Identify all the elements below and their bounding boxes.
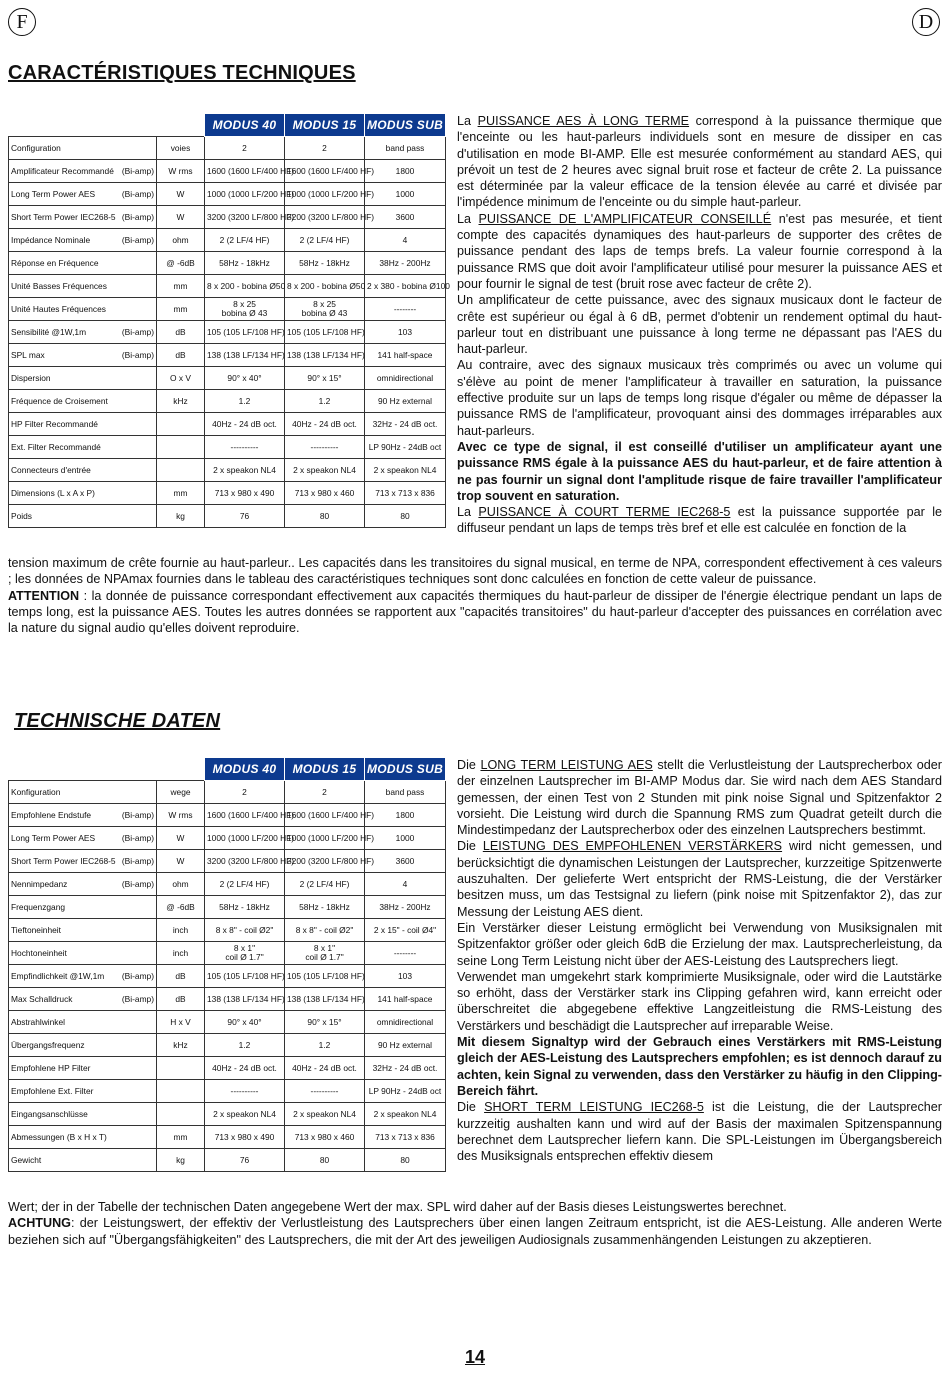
value-cell: -------- xyxy=(365,942,446,965)
param-label: Connecteurs d'entrée xyxy=(11,465,91,475)
paragraph-amp-usage: Un amplificateur de cette puissance, avec des signaux musicaux dont le facteur de crête est supérieur ou égal à 6 dB, permet d'obtenir un rendement optimal du haut-parleur tout en distribuant une puissance à long terme ne dépassant pas l'AES du haut-parleur. xyxy=(457,293,942,357)
table-row xyxy=(9,206,446,229)
param-label: Unité Hautes Fréquences xyxy=(11,304,106,314)
value-line: 8 x 25 xyxy=(313,299,336,309)
value-cell: omnidirectional xyxy=(365,367,446,390)
param-tag: (Bi-amp) xyxy=(121,810,154,820)
param-cell xyxy=(9,321,157,344)
param-label: Empfindlichkeit @1W,1m xyxy=(11,971,105,981)
param-cell xyxy=(9,344,157,367)
paragraph-short-term-power: Die SHORT TERM LEISTUNG IEC268-5 ist die Leistung, die der Lautsprecher kurzzeitig aushalten kann und wird auf der Basis der maximalen Spitzenspannung berechnet dem Lautsprecher liefern kann. Die SPL-Leistungen im Übergangsbereich des Musiksignals entsprechen effektiv diesem xyxy=(457,1100,942,1164)
unit-cell: kHz xyxy=(157,1034,205,1057)
unit-cell: mm xyxy=(157,298,205,321)
value-cell: 2 x speakon NL4 xyxy=(205,459,285,482)
unit-cell: mm xyxy=(157,275,205,298)
table-row xyxy=(9,1103,446,1126)
param-label: Fréquence de Croisement xyxy=(11,396,108,406)
param-cell xyxy=(9,505,157,528)
value-cell: 80 xyxy=(285,505,365,528)
value-cell: 105 (105 LF/108 HF) xyxy=(285,965,365,988)
table-row xyxy=(9,1126,446,1149)
model-header: MODUS 15 xyxy=(285,114,365,137)
value-cell: 90 Hz external xyxy=(365,1034,446,1057)
unit-cell: inch xyxy=(157,942,205,965)
table-row xyxy=(9,942,446,965)
param-cell xyxy=(9,160,157,183)
unit-cell xyxy=(157,1057,205,1080)
unit-cell: dB xyxy=(157,988,205,1011)
model-header: MODUS SUB xyxy=(365,758,446,781)
paragraph-spl-values: Wert; der in der Tabelle der technischen Daten angegebene Wert der max. SPL wird daher auf der Basis dieses Leistungswertes berechnet. xyxy=(8,1200,787,1214)
param-cell xyxy=(9,275,157,298)
value-line: coil Ø 1.7" xyxy=(305,952,344,962)
table-row xyxy=(9,827,446,850)
param-tag: (Bi-amp) xyxy=(121,350,154,360)
value-cell: 1.2 xyxy=(205,390,285,413)
text-fullwidth-de xyxy=(8,1199,942,1248)
param-cell xyxy=(9,1080,157,1103)
param-tag: (Bi-amp) xyxy=(121,971,154,981)
spec-table-fr xyxy=(8,113,450,528)
value-cell: omnidirectional xyxy=(365,1011,446,1034)
value-cell: 138 (138 LF/134 HF) xyxy=(205,988,285,1011)
value-cell: 40Hz - 24 dB oct. xyxy=(205,1057,285,1080)
param-label: Short Term Power IEC268-5 xyxy=(11,856,116,866)
value-cell: 1000 xyxy=(365,827,446,850)
param-cell xyxy=(9,942,157,965)
language-badge-french: F xyxy=(8,8,36,36)
param-cell xyxy=(9,1057,157,1080)
unit-cell: W xyxy=(157,827,205,850)
unit-cell: mm xyxy=(157,482,205,505)
value-cell: 2 xyxy=(205,137,285,160)
value-cell: 2 x speakon NL4 xyxy=(285,1103,365,1126)
paragraph-compressed-signals: Verwendet man umgekehrt stark komprimierte Musiksignale, oder wird die Lautstärke so erhöht, dass der Verstärker stark ins Clipping gefahren wird, kann erreicht oder überschreitet die abgegebene effektive Langzeitleistung die RMS-Leistung des Verstärkers und beschädigt die Lautsprecher auf irreparable Weise. xyxy=(457,969,942,1033)
param-cell xyxy=(9,1011,157,1034)
value-cell: 90° x 40° xyxy=(205,1011,285,1034)
table-row xyxy=(9,367,446,390)
paragraph-warning-bold: Mit diesem Signaltyp wird der Gebrauch eines Verstärkers mit RMS-Leistung gleich der AES-Leistung des Lautsprechers empfohlen; es ist dennoch darauf zu achten, kein Signal zu verwenden, dass den Verstärker zu häufig in den Clipping-Bereich fährt. xyxy=(457,1035,942,1098)
value-cell: 32Hz - 24 dB oct. xyxy=(365,413,446,436)
table-header-blank xyxy=(9,114,157,137)
value-cell: 3600 xyxy=(365,850,446,873)
param-label: Long Term Power AES xyxy=(11,833,96,843)
value-cell: 2 x 15" - coil Ø4" xyxy=(365,919,446,942)
param-cell xyxy=(9,850,157,873)
table-header-blank xyxy=(157,758,205,781)
param-tag: (Bi-amp) xyxy=(121,189,154,199)
param-cell xyxy=(9,137,157,160)
table-row xyxy=(9,436,446,459)
unit-cell: ohm xyxy=(157,229,205,252)
unit-cell xyxy=(157,413,205,436)
value-cell: 1000 xyxy=(365,183,446,206)
value-cell xyxy=(205,298,285,321)
param-tag: (Bi-amp) xyxy=(121,212,154,222)
param-cell xyxy=(9,413,157,436)
value-cell: 2 (2 LF/4 HF) xyxy=(205,873,285,896)
value-cell: 105 (105 LF/108 HF) xyxy=(205,321,285,344)
value-cell: 2 (2 LF/4 HF) xyxy=(205,229,285,252)
value-cell: 80 xyxy=(365,1149,446,1172)
value-cell: 80 xyxy=(285,1149,365,1172)
unit-cell: W rms xyxy=(157,804,205,827)
value-cell: 90° x 40° xyxy=(205,367,285,390)
unit-cell: mm xyxy=(157,1126,205,1149)
value-cell: 2 xyxy=(285,781,365,804)
unit-cell: W xyxy=(157,183,205,206)
value-cell: 90 Hz external xyxy=(365,390,446,413)
value-cell: 8 x 200 - bobina Ø50 xyxy=(205,275,285,298)
param-label: Sensibilité @1W,1m xyxy=(11,327,87,337)
table-row xyxy=(9,1057,446,1080)
param-label: Eingangsanschlüsse xyxy=(11,1109,88,1119)
param-cell xyxy=(9,896,157,919)
value-cell: 4 xyxy=(365,229,446,252)
unit-cell: kg xyxy=(157,505,205,528)
param-label: SPL max xyxy=(11,350,45,360)
table-row xyxy=(9,390,446,413)
text-column-de xyxy=(457,757,942,1164)
value-cell: 58Hz - 18kHz xyxy=(205,252,285,275)
param-tag: (Bi-amp) xyxy=(121,166,154,176)
unit-cell xyxy=(157,436,205,459)
value-cell: band pass xyxy=(365,781,446,804)
value-cell: 2 (2 LF/4 HF) xyxy=(285,873,365,896)
table-row xyxy=(9,1149,446,1172)
table-row xyxy=(9,965,446,988)
param-cell xyxy=(9,965,157,988)
table-row xyxy=(9,229,446,252)
param-label: Max Schalldruck xyxy=(11,994,73,1004)
value-cell: 713 x 980 x 490 xyxy=(205,482,285,505)
unit-cell: wege xyxy=(157,781,205,804)
param-label: Impédance Nominale xyxy=(11,235,91,245)
table-row xyxy=(9,137,446,160)
paragraph-attention: ACHTUNG: der Leistungswert, der effektiv der Verlustleistung des Lautsprechers über einen langen Zeitraum entspricht, ist die AES-Leistung. Alle anderen Werte beziehen sich auf "Übergangsfähigkeiten" des Lautsprechers, die mit der Art des jeweiligen Audiosignals zusammenhängenden Leistungen zu akzeptieren. xyxy=(8,1216,942,1247)
param-label: Gewicht xyxy=(11,1155,42,1165)
unit-cell: W rms xyxy=(157,160,205,183)
value-cell: 58Hz - 18kHz xyxy=(285,896,365,919)
paragraph-attention: ATTENTION : la donnée de puissance correspondant effectivement aux capacités thermiques du haut-parleur de dissiper de l'énergie électrique pendant un laps de temps long, est la puissance AES. Toutes les autres données se rapportent aux "capacités transitoires" du haut-parleur d'accepter des puissances en corrélation avec la nature du signal audio qu'elles doivent reproduire. xyxy=(8,588,942,636)
param-cell xyxy=(9,827,157,850)
param-label: Frequenzgang xyxy=(11,902,66,912)
value-cell: ---------- xyxy=(205,436,285,459)
value-cell: 1800 xyxy=(365,160,446,183)
unit-cell: O x V xyxy=(157,367,205,390)
value-cell: 4 xyxy=(365,873,446,896)
param-label: Konfiguration xyxy=(11,787,61,797)
param-cell xyxy=(9,1126,157,1149)
table-row xyxy=(9,873,446,896)
paragraph-warning-bold: Avec ce type de signal, il est conseillé d'utiliser un amplificateur ayant une puissance RMS égale à la puissance AES du haut-parleur, et de faire attention à ne pas fournir un signal dont l'amplitude risque de faire travailler l'amplificateur trop souvent en saturation. xyxy=(457,439,942,503)
language-badge-german: D xyxy=(912,8,940,36)
value-cell: 1000 (1000 LF/200 HF) xyxy=(205,183,285,206)
value-cell: 1600 (1600 LF/400 HF) xyxy=(285,160,365,183)
table-row xyxy=(9,804,446,827)
value-line: 8 x 1" xyxy=(233,943,256,953)
value-cell: 138 (138 LF/134 HF) xyxy=(285,344,365,367)
param-label: Abstrahlwinkel xyxy=(11,1017,65,1027)
param-tag: (Bi-amp) xyxy=(121,327,154,337)
value-cell: 2 x 380 - bobina Ø100 xyxy=(365,275,446,298)
text-column-fr xyxy=(457,113,942,537)
param-label: Empfohlene Endstufe xyxy=(11,810,92,820)
param-label: Abmessungen (B x H x T) xyxy=(11,1132,107,1142)
value-cell: 80 xyxy=(365,505,446,528)
param-label: Tieftoneinheit xyxy=(11,925,61,935)
value-line: bobina Ø 43 xyxy=(221,308,268,318)
value-cell: 3200 (3200 LF/800 HF) xyxy=(285,850,365,873)
param-label: Übergangsfrequenz xyxy=(11,1040,85,1050)
param-cell xyxy=(9,1103,157,1126)
value-cell: 3200 (3200 LF/800 HF) xyxy=(205,850,285,873)
paragraph-recommended-amp: La PUISSANCE DE L'AMPLIFICATEUR CONSEILLÉ n'est pas mesurée, et tient compte des capacités dynamiques des haut-parleurs de supporter des crêtes de puissance pendant des laps de temps brefs. La valeur fournie correspond à la puissance RMS que doit avoir l'amplificateur utilisé pour mesurer la puissance AES et pour fournir le signal de test (bruit rose avec facteur de crête 2). xyxy=(457,211,943,291)
paragraph-short-term-power: La PUISSANCE À COURT TERME IEC268-5 est la puissance supportée par le diffuseur pendant un laps de temps très bref et elle est calculée en fonction de la xyxy=(457,505,942,536)
param-cell xyxy=(9,390,157,413)
value-cell: band pass xyxy=(365,137,446,160)
unit-cell: H x V xyxy=(157,1011,205,1034)
param-label: Hochtoneinheit xyxy=(11,948,67,958)
param-tag: (Bi-amp) xyxy=(121,879,154,889)
value-cell: 1600 (1600 LF/400 HF) xyxy=(285,804,365,827)
value-cell: 76 xyxy=(205,1149,285,1172)
table-row xyxy=(9,275,446,298)
paragraph-aes-power: Die LONG TERM LEISTUNG AES stellt die Verlustleistung der Lautsprecherbox oder der einzelnen Lautsprecher im BI-AMP Modus dar. Sie wird nach dem AES Standard gemessen, der einen Test von 2 Stunden mit pink noise Signal und Spitzenfaktor 2 vorsieht. Die Leistung wird durch die Spannung RMS zum Quadrat geteilt durch die Mindestimpedanz der Lautsprecherbox oder des einzelnen Lautsprechers bestimmt. xyxy=(457,758,943,838)
param-label: Unité Basses Fréquences xyxy=(11,281,107,291)
value-cell: 713 x 980 x 490 xyxy=(205,1126,285,1149)
value-cell: 103 xyxy=(365,321,446,344)
param-label: Poids xyxy=(11,511,32,521)
value-cell xyxy=(285,298,365,321)
value-cell: 1.2 xyxy=(285,1034,365,1057)
value-cell: 138 (138 LF/134 HF) xyxy=(205,344,285,367)
table-row xyxy=(9,298,446,321)
value-cell: 1800 xyxy=(365,804,446,827)
param-cell xyxy=(9,459,157,482)
param-cell xyxy=(9,988,157,1011)
param-label: Ext. Filter Recommandé xyxy=(11,442,101,452)
value-cell: 90° x 15° xyxy=(285,367,365,390)
unit-cell: @ -6dB xyxy=(157,896,205,919)
value-cell: 8 x 8" - coil Ø2" xyxy=(285,919,365,942)
unit-cell xyxy=(157,459,205,482)
param-cell xyxy=(9,206,157,229)
table-row xyxy=(9,919,446,942)
table-row xyxy=(9,482,446,505)
value-cell: 1.2 xyxy=(285,390,365,413)
paragraph-recommended-amp: Die LEISTUNG DES EMPFOHLENEN VERSTÄRKERS wird nicht gemessen, und berücksichtigt die dynamischen Leistungen der Lautsprecher, kurzzeitige Spitzenwerte auszuhalten. Der gelieferte Wert entspricht der RMS-Leistung, die der Verstärker besitzen muss, um das Testsignal zu liefern (pink noise mit Spitzenfaktor 2), das zur Messung der Leistung AES dient. xyxy=(457,839,942,919)
text-fullwidth-fr xyxy=(8,555,942,636)
value-cell: 2 xyxy=(285,137,365,160)
value-cell: 38Hz - 200Hz xyxy=(365,252,446,275)
value-cell: 713 x 713 x 836 xyxy=(365,482,446,505)
param-cell xyxy=(9,1149,157,1172)
value-cell: 90° x 15° xyxy=(285,1011,365,1034)
value-cell: 2 x speakon NL4 xyxy=(285,459,365,482)
param-cell xyxy=(9,252,157,275)
param-label: Long Term Power AES xyxy=(11,189,96,199)
model-header: MODUS SUB xyxy=(365,114,446,137)
value-cell: 3200 (3200 LF/800 HF) xyxy=(285,206,365,229)
value-cell: 105 (105 LF/108 HF) xyxy=(285,321,365,344)
table-header-blank xyxy=(9,758,157,781)
value-cell: 713 x 713 x 836 xyxy=(365,1126,446,1149)
unit-cell: kHz xyxy=(157,390,205,413)
table-row xyxy=(9,781,446,804)
param-label: Nennimpedanz xyxy=(11,879,68,889)
param-tag: (Bi-amp) xyxy=(121,856,154,866)
param-tag: (Bi-amp) xyxy=(121,235,154,245)
param-label: Amplificateur Recommandé xyxy=(11,166,114,176)
table-row xyxy=(9,1080,446,1103)
table-row xyxy=(9,459,446,482)
unit-cell xyxy=(157,1103,205,1126)
value-cell xyxy=(285,942,365,965)
unit-cell: dB xyxy=(157,344,205,367)
param-label: Configuration xyxy=(11,143,61,153)
param-label: Dimensions (L x A x P) xyxy=(11,488,95,498)
value-cell: 713 x 980 x 460 xyxy=(285,1126,365,1149)
value-cell: 32Hz - 24 dB oct. xyxy=(365,1057,446,1080)
unit-cell: inch xyxy=(157,919,205,942)
param-label: Short Term Power IEC268-5 xyxy=(11,212,116,222)
value-cell: -------- xyxy=(365,298,446,321)
param-cell xyxy=(9,183,157,206)
value-cell: 105 (105 LF/108 HF) xyxy=(205,965,285,988)
value-cell: 40Hz - 24 dB oct. xyxy=(285,1057,365,1080)
value-cell: 141 half-space xyxy=(365,988,446,1011)
paragraph-aes-power: La PUISSANCE AES À LONG TERME correspond à la puissance thermique que l'enceinte ou les haut-parleurs individuels sont en mesure de dissiper en cas d'utilisation en mode BI-AMP. Elle est mesurée conformément au standard AES, qui prévoit un test de 2 heures avec signal bruit rose et facteur de crête 2. La puissance est déterminée par la valeur efficace de la tension élevée au carré et divisée par l'impédence minimum de l'enceinte ou du simple haut-parleur. xyxy=(457,114,942,210)
param-label: Réponse en Fréquence xyxy=(11,258,99,268)
model-header: MODUS 15 xyxy=(285,758,365,781)
value-line: coil Ø 1.7" xyxy=(225,952,264,962)
value-cell: 1600 (1600 LF/400 HF) xyxy=(205,160,285,183)
value-cell: ---------- xyxy=(285,1080,365,1103)
table-row xyxy=(9,344,446,367)
value-cell: 58Hz - 18kHz xyxy=(205,896,285,919)
value-cell: 2 (2 LF/4 HF) xyxy=(285,229,365,252)
page-number: 14 xyxy=(464,1347,486,1367)
value-cell xyxy=(205,942,285,965)
table-row xyxy=(9,1011,446,1034)
value-cell: 8 x 200 - bobina Ø50 xyxy=(285,275,365,298)
value-cell: LP 90Hz - 24dB oct xyxy=(365,436,446,459)
value-cell: 40Hz - 24 dB oct. xyxy=(205,413,285,436)
table-row xyxy=(9,413,446,436)
value-cell: 76 xyxy=(205,505,285,528)
table-row xyxy=(9,183,446,206)
param-cell xyxy=(9,298,157,321)
paragraph-amp-usage: Ein Verstärker dieser Leistung ermöglicht bei Verwendung von Musiksignalen mit Spitzenfaktor größer oder gleich 6dB die Erzielung der max. Lautsprecherleistung, da seine Long Term Leistung nicht über der AES-Leistung des Lautsprechers liegt. xyxy=(457,920,942,968)
param-tag: (Bi-amp) xyxy=(121,833,154,843)
value-cell: 1600 (1600 LF/400 HF) xyxy=(205,804,285,827)
table-header-blank xyxy=(157,114,205,137)
paragraph-spl-values: tension maximum de crête fournie au haut-parleur.. Les capacités dans les transitoires du signal musical, en terme de NPA, correspondent effectivement à ces valeurs ; les données de NPAmax fournies dans le tableau des caractéristiques techniques sont donc calculées en fonction de cette valeur de puissance. xyxy=(8,556,942,587)
table-row xyxy=(9,988,446,1011)
param-label: Dispersion xyxy=(11,373,51,383)
value-cell: 3200 (3200 LF/800 HF) xyxy=(205,206,285,229)
table-row xyxy=(9,252,446,275)
param-label: HP Filter Recommandé xyxy=(11,419,98,429)
unit-cell: voies xyxy=(157,137,205,160)
value-cell: 8 x 8" - coil Ø2" xyxy=(205,919,285,942)
table-row xyxy=(9,1034,446,1057)
unit-cell: W xyxy=(157,850,205,873)
param-tag: (Bi-amp) xyxy=(121,994,154,1004)
paragraph-compressed-signals: Au contraire, avec des signaux musicaux très comprimés ou avec un volume qui s'élève au point de mener l'amplificateur à travailler en saturation, la puissance effective produite sur un laps de temps long risque d'égaler ou même de dépasser la puissance RMS de l'amplificateur, provoquant ainsi des dommages irréparables aux haut-parleurs. xyxy=(457,358,942,438)
table-row xyxy=(9,160,446,183)
param-cell xyxy=(9,229,157,252)
value-cell: 2 x speakon NL4 xyxy=(365,459,446,482)
value-cell: LP 90Hz - 24dB oct xyxy=(365,1080,446,1103)
table-row xyxy=(9,896,446,919)
param-cell xyxy=(9,919,157,942)
unit-cell: dB xyxy=(157,965,205,988)
param-label: Empfohlene HP Filter xyxy=(11,1063,91,1073)
model-header: MODUS 40 xyxy=(205,758,285,781)
param-cell xyxy=(9,873,157,896)
unit-cell: dB xyxy=(157,321,205,344)
param-label: Empfohlene Ext. Filter xyxy=(11,1086,94,1096)
section-title-fr: CARACTÉRISTIQUES TECHNIQUES xyxy=(8,62,356,84)
value-cell: 1000 (1000 LF/200 HF) xyxy=(285,183,365,206)
unit-cell: @ -6dB xyxy=(157,252,205,275)
param-cell xyxy=(9,781,157,804)
table-row xyxy=(9,850,446,873)
value-cell: 1.2 xyxy=(205,1034,285,1057)
table-row xyxy=(9,505,446,528)
value-cell: 1000 (1000 LF/200 HF) xyxy=(285,827,365,850)
spec-table-de xyxy=(8,757,446,1172)
param-cell xyxy=(9,1034,157,1057)
value-cell: 3600 xyxy=(365,206,446,229)
value-cell: 141 half-space xyxy=(365,344,446,367)
param-cell xyxy=(9,482,157,505)
value-cell: 1000 (1000 LF/200 HF) xyxy=(205,827,285,850)
value-cell: ---------- xyxy=(205,1080,285,1103)
value-line: 8 x 25 xyxy=(233,299,256,309)
value-cell: 38Hz - 200Hz xyxy=(365,896,446,919)
value-line: bobina Ø 43 xyxy=(301,308,348,318)
section-title-de: TECHNISCHE DATEN xyxy=(14,710,221,732)
unit-cell xyxy=(157,1080,205,1103)
value-cell: ---------- xyxy=(285,436,365,459)
value-cell: 713 x 980 x 460 xyxy=(285,482,365,505)
unit-cell: ohm xyxy=(157,873,205,896)
param-cell xyxy=(9,367,157,390)
unit-cell: W xyxy=(157,206,205,229)
param-cell xyxy=(9,804,157,827)
value-cell: 40Hz - 24 dB oct. xyxy=(285,413,365,436)
value-cell: 103 xyxy=(365,965,446,988)
param-cell xyxy=(9,436,157,459)
model-header: MODUS 40 xyxy=(205,114,285,137)
value-cell: 138 (138 LF/134 HF) xyxy=(285,988,365,1011)
value-cell: 2 x speakon NL4 xyxy=(365,1103,446,1126)
table-row xyxy=(9,321,446,344)
value-line: 8 x 1" xyxy=(313,943,336,953)
value-cell: 2 x speakon NL4 xyxy=(205,1103,285,1126)
value-cell: 58Hz - 18kHz xyxy=(285,252,365,275)
unit-cell: kg xyxy=(157,1149,205,1172)
value-cell: 2 xyxy=(205,781,285,804)
